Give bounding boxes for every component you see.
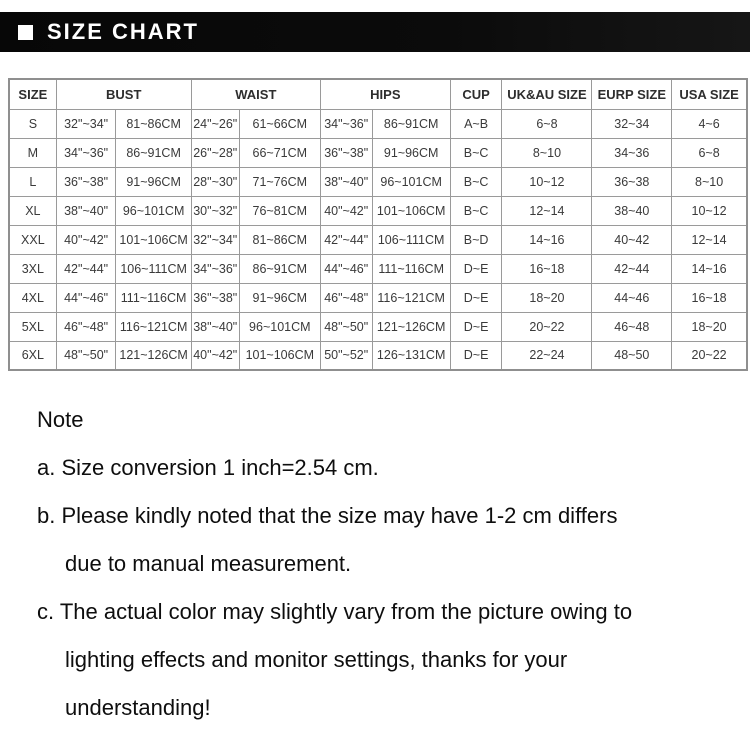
table-cell: 42"~44" <box>320 225 372 254</box>
table-cell: 111~116CM <box>372 254 450 283</box>
column-header-size: SIZE <box>9 79 56 109</box>
note-line: understanding! <box>65 695 211 720</box>
size-chart-header-bar <box>0 12 750 52</box>
table-cell: 46"~48" <box>320 283 372 312</box>
table-cell: 91~96CM <box>372 138 450 167</box>
table-cell: 14~16 <box>502 225 592 254</box>
row-size-label: 4XL <box>9 283 56 312</box>
row-size-label: 5XL <box>9 312 56 341</box>
table-cell: 44~46 <box>592 283 672 312</box>
row-size-label: XL <box>9 196 56 225</box>
table-cell: 26"~28" <box>191 138 239 167</box>
table-cell: 91~96CM <box>116 167 191 196</box>
column-header-eurp-size: EURP SIZE <box>592 79 672 109</box>
table-cell: B~D <box>450 225 502 254</box>
table-cell: 10~12 <box>502 167 592 196</box>
table-row <box>9 225 747 254</box>
row-size-label: S <box>9 109 56 138</box>
table-cell: 8~10 <box>672 167 747 196</box>
table-cell: 81~86CM <box>239 225 320 254</box>
row-size-label: XXL <box>9 225 56 254</box>
table-cell: 12~14 <box>672 225 747 254</box>
column-header-hips: HIPS <box>320 79 450 109</box>
table-header <box>9 79 747 109</box>
table-cell: 86~91CM <box>239 254 320 283</box>
table-cell: 40"~42" <box>191 341 239 370</box>
column-header-waist: WAIST <box>191 79 320 109</box>
table-row <box>9 167 747 196</box>
row-size-label: L <box>9 167 56 196</box>
table-cell: 16~18 <box>672 283 747 312</box>
table-cell: 66~71CM <box>239 138 320 167</box>
table-cell: 34"~36" <box>56 138 116 167</box>
table-cell: D~E <box>450 341 502 370</box>
table-cell: D~E <box>450 254 502 283</box>
row-size-label: 3XL <box>9 254 56 283</box>
table-cell: B~C <box>450 138 502 167</box>
table-cell: 42~44 <box>592 254 672 283</box>
table-cell: 86~91CM <box>372 109 450 138</box>
note-line: a. Size conversion 1 inch=2.54 cm. <box>37 455 379 480</box>
table-row <box>9 254 747 283</box>
table-cell: 101~106CM <box>239 341 320 370</box>
table-cell: B~C <box>450 167 502 196</box>
table-cell: 106~111CM <box>372 225 450 254</box>
table-row <box>9 138 747 167</box>
table-cell: 116~121CM <box>116 312 191 341</box>
size-chart-table <box>8 78 748 371</box>
page-title: SIZE CHART <box>47 18 199 44</box>
table-cell: 20~22 <box>502 312 592 341</box>
table-cell: 36"~38" <box>56 167 116 196</box>
table-cell: 96~101CM <box>116 196 191 225</box>
notes-lines <box>37 444 737 732</box>
table-body <box>9 109 747 370</box>
note-line: b. Please kindly noted that the size may have 1-2 cm differs <box>37 503 618 528</box>
column-header-cup: CUP <box>450 79 502 109</box>
column-header-bust: BUST <box>56 79 191 109</box>
note-line: due to manual measurement. <box>65 551 352 576</box>
table-cell: 12~14 <box>502 196 592 225</box>
table-cell: 91~96CM <box>239 283 320 312</box>
column-header-uk-au-size: UK&AU SIZE <box>502 79 592 109</box>
table-cell: 40"~42" <box>56 225 116 254</box>
table-row <box>9 196 747 225</box>
square-bullet-icon <box>18 25 33 40</box>
table-cell: 6~8 <box>502 109 592 138</box>
table-cell: 38"~40" <box>191 312 239 341</box>
table-cell: 6~8 <box>672 138 747 167</box>
table-row <box>9 341 747 370</box>
table-cell: 48"~50" <box>320 312 372 341</box>
table-cell: 121~126CM <box>116 341 191 370</box>
table-cell: 34"~36" <box>191 254 239 283</box>
table-header-row <box>9 79 747 109</box>
table-cell: 36"~38" <box>191 283 239 312</box>
table-cell: 32"~34" <box>56 109 116 138</box>
table-cell: 46"~48" <box>56 312 116 341</box>
row-size-label: M <box>9 138 56 167</box>
size-chart-table-container <box>8 78 748 371</box>
table-cell: 81~86CM <box>116 109 191 138</box>
table-cell: 121~126CM <box>372 312 450 341</box>
table-cell: D~E <box>450 283 502 312</box>
table-cell: 126~131CM <box>372 341 450 370</box>
table-cell: 50"~52" <box>320 341 372 370</box>
table-cell: 16~18 <box>502 254 592 283</box>
table-row <box>9 109 747 138</box>
table-cell: 42"~44" <box>56 254 116 283</box>
table-cell: 101~106CM <box>116 225 191 254</box>
table-cell: B~C <box>450 196 502 225</box>
table-cell: 101~106CM <box>372 196 450 225</box>
table-cell: D~E <box>450 312 502 341</box>
table-cell: 34"~36" <box>320 109 372 138</box>
table-row <box>9 312 747 341</box>
table-cell: 86~91CM <box>116 138 191 167</box>
row-size-label: 6XL <box>9 341 56 370</box>
table-cell: 44"~46" <box>320 254 372 283</box>
table-cell: 34~36 <box>592 138 672 167</box>
table-row <box>9 283 747 312</box>
table-cell: 44"~46" <box>56 283 116 312</box>
table-cell: 4~6 <box>672 109 747 138</box>
table-cell: 8~10 <box>502 138 592 167</box>
note-line: lighting effects and monitor settings, thanks for your <box>65 647 568 672</box>
table-cell: 38~40 <box>592 196 672 225</box>
note-line: c. The actual color may slightly vary from the picture owing to <box>37 599 633 624</box>
table-cell: 61~66CM <box>239 109 320 138</box>
table-cell: 111~116CM <box>116 283 191 312</box>
table-cell: 48"~50" <box>56 341 116 370</box>
table-cell: 40"~42" <box>320 196 372 225</box>
table-cell: 22~24 <box>502 341 592 370</box>
table-cell: 40~42 <box>592 225 672 254</box>
table-cell: 48~50 <box>592 341 672 370</box>
table-cell: 20~22 <box>672 341 747 370</box>
table-cell: 46~48 <box>592 312 672 341</box>
table-cell: 28"~30" <box>191 167 239 196</box>
table-cell: 36~38 <box>592 167 672 196</box>
table-cell: 96~101CM <box>239 312 320 341</box>
table-cell: 106~111CM <box>116 254 191 283</box>
table-cell: 71~76CM <box>239 167 320 196</box>
notes-section <box>37 396 737 732</box>
table-cell: 18~20 <box>502 283 592 312</box>
table-cell: 32"~34" <box>191 225 239 254</box>
table-cell: 76~81CM <box>239 196 320 225</box>
table-cell: 38"~40" <box>56 196 116 225</box>
table-cell: 96~101CM <box>372 167 450 196</box>
table-cell: 24"~26" <box>191 109 239 138</box>
table-cell: 10~12 <box>672 196 747 225</box>
table-cell: 14~16 <box>672 254 747 283</box>
notes-title: Note <box>37 407 84 432</box>
table-cell: 38"~40" <box>320 167 372 196</box>
table-cell: 30"~32" <box>191 196 239 225</box>
column-header-usa-size: USA SIZE <box>672 79 747 109</box>
table-cell: 116~121CM <box>372 283 450 312</box>
table-cell: A~B <box>450 109 502 138</box>
table-cell: 32~34 <box>592 109 672 138</box>
table-cell: 18~20 <box>672 312 747 341</box>
table-cell: 36"~38" <box>320 138 372 167</box>
